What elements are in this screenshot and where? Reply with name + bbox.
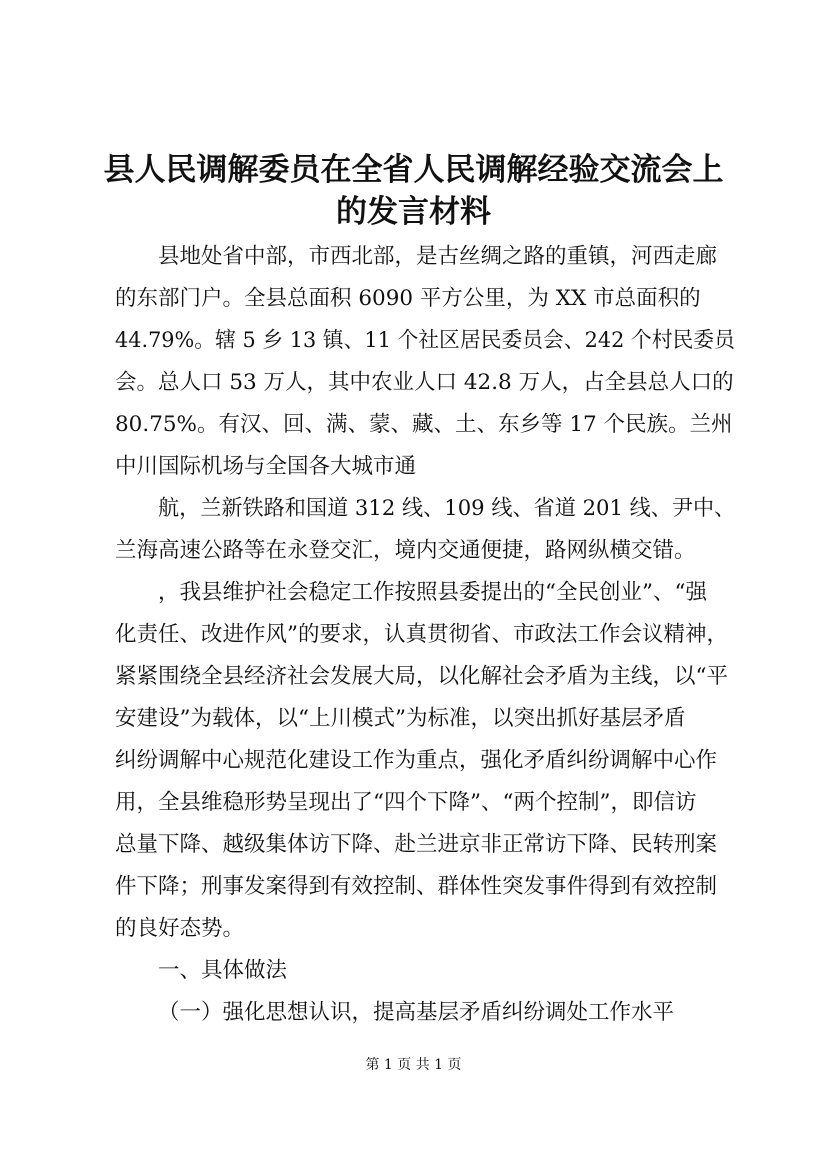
body-line: 件下降；刑事发案得到有效控制、群体性突发事件得到有效控制 [115,874,718,899]
body-line: 总量下降、越级集体访下降、赴兰进京非正常访下降、民转刑案 [115,832,718,857]
document-title-line-2: 的发言材料 [336,194,491,230]
body-line: 化责任、改进作风”的要求，认真贯彻省、市政法工作会议精神， [115,622,728,647]
body-line: 用，全县维稳形势呈现出了“四个下降”、“两个控制”，即信访 [115,790,697,815]
body-line: 兰海高速公路等在永登交汇，境内交通便捷，路网纵横交错。 [115,538,696,563]
body-line: 县地处省中部，市西北部，是古丝绸之路的重镇，河西走廊 [158,244,718,269]
body-line: 纠纷调解中心规范化建设工作为重点，强化矛盾纠纷调解中心作 [115,748,718,773]
body-line: 会。总人口 53 万人，其中农业人口 42.8 万人，占全县总人口的 [115,370,734,395]
body-line: 80.75%。有汉、回、满、蒙、藏、土、东乡等 17 个民族。兰州 [115,412,733,437]
body-line: 的东部门户。全县总面积 6090 平方公里，为 XX 市总面积的 [115,286,701,311]
subsection-heading: （一）强化思想认识，提高基层矛盾纠纷调处工作水平 [158,1000,675,1025]
body-line: ，我县维护社会稳定工作按照县委提出的“全民创业”、“强 [158,580,707,605]
body-line: 安建设”为载体，以“上川模式”为标准，以突出抓好基层矛盾 [115,706,686,731]
page-footer: 第 1 页 共 1 页 [365,1057,462,1073]
body-line: 航，兰新铁路和国道 312 线、109 线、省道 201 线、尹中、 [158,496,736,521]
document-title-line-1: 县人民调解委员在全省人民调解经验交流会上 [103,152,724,188]
body-line: 中川国际机场与全国各大城市通 [115,454,417,479]
body-line: 的良好态势。 [115,916,245,941]
body-line: 44.79%。辖 5 乡 13 镇、11 个社区居民委员会、242 个村民委员 [115,328,735,353]
body-line: 紧紧围绕全县经济社会发展大局，以化解社会矛盾为主线，以“平 [115,664,728,689]
section-heading: 一、具体做法 [158,958,288,983]
